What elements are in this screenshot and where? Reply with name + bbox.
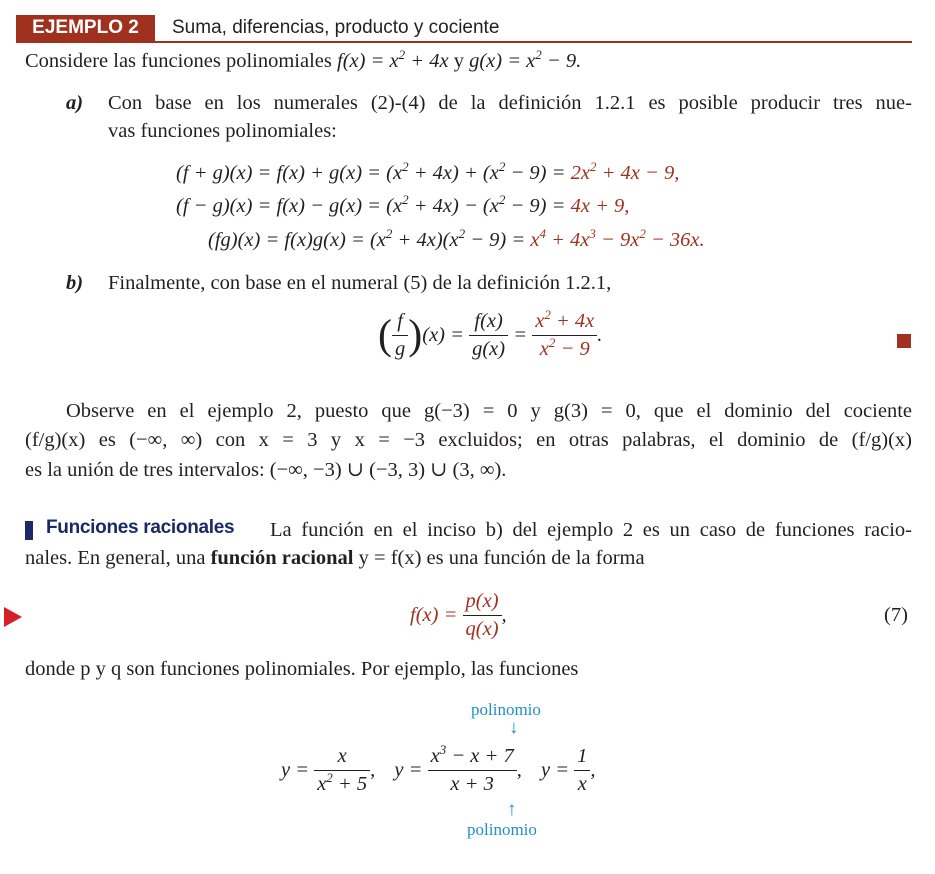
equation-product: $(fg)(x) = f(x)g(x) = (x^2 + 4x)(x^2 - 9) = x^4 + 4x^3 - 9x^2 - 36x$. [208, 226, 705, 251]
example-fraction-1: $\frac{x}{x^2 + 5}$ [314, 745, 370, 796]
product-result: $x^4 + 4x^3 - 9x^2 - 36x$. [530, 226, 705, 251]
f-over-g: $\frac{f(x)}{g(x)}$ [469, 310, 508, 361]
rational-line1: La función en el inciso b) del ejemplo 2 es un caso de funciones racio- [270, 519, 912, 541]
intro-line [25, 47, 582, 73]
intro-and: y [453, 50, 464, 72]
domain-line2: (f/g)(x) es (−∞, ∞) con x = 3 y x = −3 excluidos; en otras palabras, el dominio de (f/g)(x) [25, 429, 912, 451]
quotient-result: $\frac{x^2 + 4x}{x^2 - 9}$ [532, 310, 597, 361]
rational-line2: nales. En general, una función racional y = f(x) es una función de la forma [25, 547, 645, 569]
equation-difference: $(f - g)(x) = f(x) - g(x) = (x^2 + 4x) - (x^2 - 9) = 4x + 9$, [176, 192, 630, 217]
quotient-fraction: $\frac{f}{g}$ [392, 310, 408, 361]
part-a-text-line1: Con base en los numerales (2)-(4) de la definición 1.2.1 es posible producir tres nue- [108, 92, 912, 114]
part-b-label: b) [66, 272, 84, 294]
after-definition: donde p y q son funciones polinomiales. Por ejemplo, las funciones [25, 658, 579, 680]
p-over-q: $\frac{p(x)}{q(x)}$ [463, 590, 502, 641]
domain-line1: Observe en el ejemplo 2, puesto que g(−3) = 0 y g(3) = 0, que el dominio del cociente [66, 400, 912, 422]
part-b-text: Finalmente, con base en el numeral (5) de la definición 1.2.1, [108, 272, 612, 294]
domain-line3: es la unión de tres intervalos: (−∞, −3) ∪ (−3, 3) ∪ (3, ∞). [25, 459, 507, 481]
example-fraction-3: $\frac{1}{x}$ [574, 745, 590, 796]
sum-result: $2x^2 + 4x - 9$, [570, 159, 680, 184]
part-a-label: a) [66, 92, 84, 114]
difference-result: 4x + 9, [570, 195, 630, 217]
end-of-example-square [897, 334, 911, 348]
arrow-up-icon: ↑ [507, 799, 517, 820]
term-rational-function: función racional [210, 547, 354, 569]
arrow-down-icon: ↓ [509, 717, 519, 738]
intro-text: Considere las funciones polinomiales [25, 50, 332, 72]
section-heading: Funciones racionales [46, 517, 235, 538]
quotient-equation: ( $\frac{f}{g}$ )(x) = $\frac{f(x)}{g(x)}$ = $\frac{x^2 + 4x}{x^2 - 9}$ . [378, 307, 603, 360]
equation-sum: $(f + g)(x) = f(x) + g(x) = (x^2 + 4x) + (x^2 - 9) = 2x^2 + 4x - 9$, [176, 159, 680, 184]
annotation-bottom: polinomio [467, 820, 537, 839]
section-bar-icon [25, 521, 33, 540]
example-functions: y = $\frac{x}{x^2 + 5}$ , y = $\frac{x^3 - x + 7}{x + 3}$ , y = $\frac{1}{x}$ , [281, 742, 596, 795]
example-badge: EJEMPLO 2 [16, 15, 155, 41]
header-rule [16, 41, 912, 43]
equation-number: (7) [884, 604, 908, 626]
example-fraction-2: $\frac{x^3 - x + 7}{x + 3}$ [428, 745, 517, 796]
g-definition: $g(x) = x^2 - 9$. [469, 47, 582, 72]
part-a-text-line2: vas funciones polinomiales: [108, 120, 337, 142]
example-title: Suma, diferencias, producto y cociente [172, 17, 500, 38]
annotation-top: polinomio [471, 700, 541, 719]
f-definition: $f(x) = x^2 + 4x$ [337, 47, 449, 72]
rational-definition: f(x) = $\frac{p(x)}{q(x)}$ , [410, 590, 507, 640]
triangle-marker-icon [4, 607, 22, 627]
